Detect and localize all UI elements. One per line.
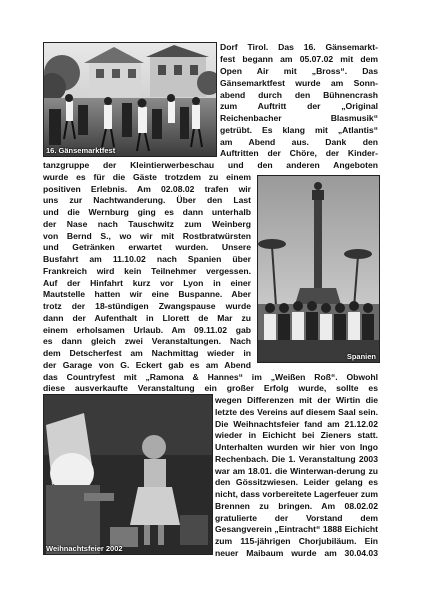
text-line: tanzgruppe der Kleintierwerbeschau und den anderen Angeboten [43,160,378,170]
text-line: der Garage von G. Eckert gab es am Abend [43,360,251,370]
weihnachtsfeier-image [44,395,212,554]
text-line: Dorf Tirol. Das 16. Gänsemarkt- [220,42,378,52]
text-line: letzte des Vereins auf diesem Saal sein. [215,407,378,417]
text-line: einem erholsamen Urlaub. Am 09.11.02 gab [43,325,251,335]
text-line: getrübt. Es klang mit „Atlantis“ [220,125,378,135]
text-line: dem Detscherfest am Nachmittag wieder in [43,348,251,358]
text-line: wieder in Eichicht bei Zieners statt. [215,430,378,440]
text-line: zum 115-jährigen Chorjubiläum. Ein [215,536,378,546]
text-line: der Nase nach Tauschwitz zum Weinberg [43,219,251,229]
text-line: Auf der Hinfahrt kurz vor Lyon in einer [43,278,251,288]
text-line: das Countryfest mit „Ramona & Hannes“ im „Weißen Roß“. Obwohl [43,372,378,382]
text-line: und Getränken erwartet wurden. Unsere [43,242,251,252]
text-line: fest begann am 05.07.02 mit dem [220,54,378,64]
text-line: war am 18.01. die Winterwan-derung zu [215,466,378,476]
text-line: Busfahrt am 11.10.02 nach Spanien über [43,254,251,264]
spanien-image [258,176,379,362]
text-line: Mautstelle hatten wir eine Buspanne. Aber [43,289,251,299]
text-line: am Abend aus. Dank den [220,137,378,147]
text-line: Unterhalten wurden wir hier von Ingo [215,442,378,452]
photo-caption: Weihnachtsfeier 2002 [46,544,123,553]
text-line: abend durch den Bühnencrash [220,90,378,100]
text-line: trotz der 18-stündigen Zwangspause wurde [43,301,251,311]
text-line: zum Auftritt der „Original [220,101,378,111]
text-line: dann der Aufenthalt in Llorett de Mar zu [43,313,251,323]
text-line: es dann gleich zwei Veranstaltungen. Nach [43,336,251,346]
text-line: Gesangverein „Eintracht“ 1888 Eichicht [215,524,378,534]
text-line: Rechenbach. Die 1. Veranstaltung 2003 [215,454,378,464]
text-line: wegen Differenzen mit der Wirtin die [215,395,378,405]
text-line: Brennen zu bringen. Am 08.02.02 [215,501,378,511]
text-line: Auftritten der Chöre, der Kinder- [220,148,378,158]
photo-caption: 16. Gänsemarktfest [46,146,116,155]
text-line: positiven Erlebnis. Am 02.08.02 trafen wir [43,184,251,194]
photo-gaensemarktfest [43,42,217,157]
gaensemarktfest-image [44,43,216,156]
text-line: und die Wernburg ging es dann unterhalb [43,207,251,217]
text-line: wurde es für die Gäste trotzdem zu einem [43,172,251,182]
text-line: Die Weihnachtsfeier fand am 21.12.02 [215,419,378,429]
photo-caption: Spanien [346,352,376,361]
text-line: Reichenbacher Blasmusik“ [220,113,378,123]
text-line: Open Air mit „Bross“. Das [220,66,378,76]
text-line: Frankreich wird kein Teilnehmer vergessen. [43,266,251,276]
photo-weihnachtsfeier [43,394,213,555]
text-line: uns zur Nachtwanderung. Über den Last [43,195,251,205]
text-line: Gänsemarktfest wurde am Sonn- [220,78,378,88]
text-line: nicht, dass vorbereitete Lagerfeuer zum [215,489,378,499]
text-line: gratulierte der Vorstand dem [215,513,378,523]
text-line: diese ausverkaufte Veranstaltung ein großer Erfolg wurde, sollte es [43,383,378,393]
photo-spanien [257,175,380,363]
text-line: neuer Maibaum wurde am 30.04.03 [215,548,378,558]
text-line: von Bernd S., wo wir mit Rostbratwürsten [43,231,251,241]
text-line: den Gössitzwiesen. Leider gelang es [215,477,378,487]
